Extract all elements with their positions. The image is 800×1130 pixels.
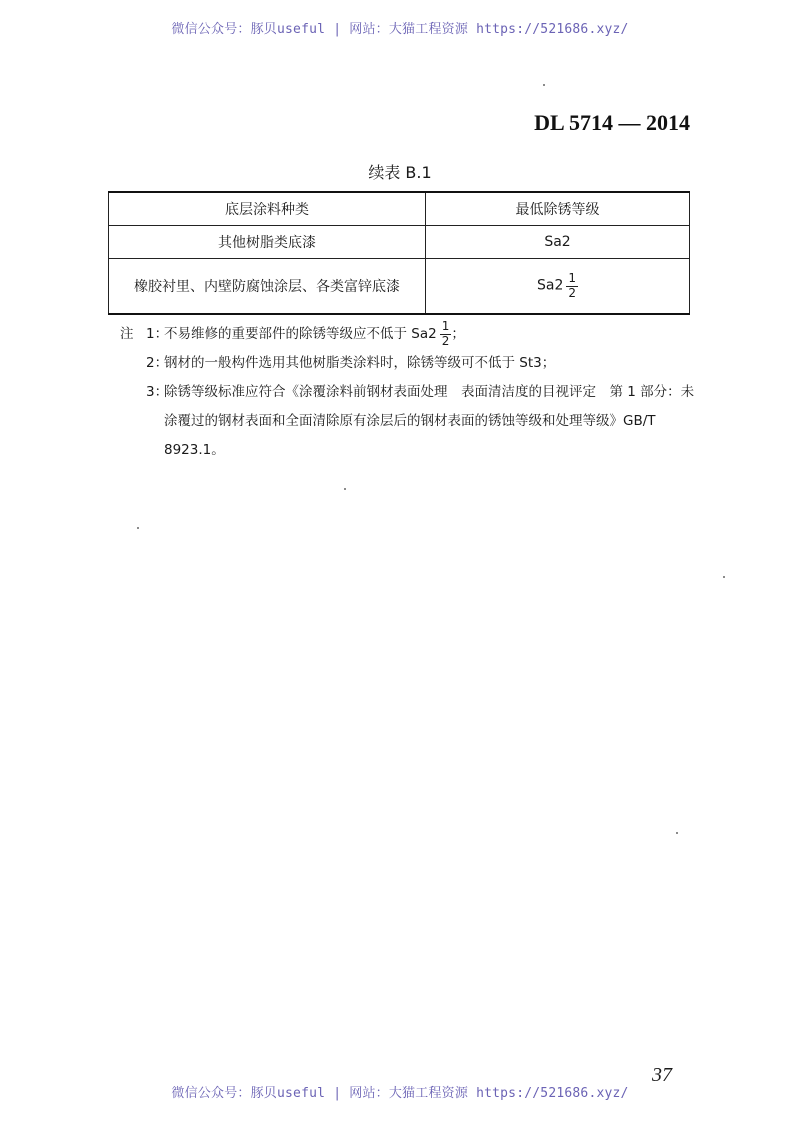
note-number: 1： — [146, 326, 169, 342]
watermark-top: 微信公众号：豚贝useful | 网站：大猫工程资源 https://521686.xyz/ — [171, 22, 629, 37]
fraction — [440, 320, 452, 347]
rust-removal-table — [108, 191, 690, 315]
cell-min-grade: Sa2 — [426, 226, 690, 259]
scan-speck — [344, 488, 346, 490]
note-item — [120, 378, 695, 465]
note-number: 2： — [146, 355, 169, 371]
cell-min-grade — [426, 259, 690, 315]
header-coating-type: 底层涂料种类 — [109, 192, 426, 226]
watermark-bottom: 微信公众号：豚贝useful | 网站：大猫工程资源 https://521686.xyz/ — [171, 1086, 629, 1101]
notes-prefix: 注 — [120, 326, 134, 342]
note-text: 不易维修的重要部件的除锈等级应不低于 Sa2 — [164, 326, 437, 342]
fraction-denominator: 2 — [568, 285, 576, 300]
note-text: 钢材的一般构件选用其他树脂类涂料时，除锈等级可不低于 St3； — [164, 355, 556, 371]
note-tail: ； — [451, 326, 465, 342]
table-title: 续表 B.1 — [368, 163, 432, 182]
fraction — [566, 272, 578, 299]
page-number: 37 — [652, 1064, 672, 1086]
note-text: 除锈等级标准应符合《涂覆涂料前钢材表面处理 表面清洁度的目视评定 第 1 部分：未涂覆过的钢材表面和全面清除原有涂层后的钢材表面的锈蚀等级和处理等级》GB/T 8923.1。 — [164, 384, 695, 458]
note-item — [120, 349, 695, 378]
table-header-row — [109, 192, 690, 226]
fraction-denominator: 2 — [441, 333, 450, 348]
table-row — [109, 259, 690, 315]
note-number: 3： — [146, 384, 169, 400]
header-min-grade: 最低除锈等级 — [426, 192, 690, 226]
cell-coating-type: 橡胶衬里、内壁防腐蚀涂层、各类富锌底漆 — [109, 259, 426, 315]
fraction-numerator: 1 — [568, 271, 576, 286]
scan-speck — [676, 832, 678, 834]
scan-speck — [137, 527, 139, 529]
cell-coating-type: 其他树脂类底漆 — [109, 226, 426, 259]
fraction-numerator: 1 — [441, 319, 450, 334]
note-item — [120, 320, 695, 349]
scan-speck — [543, 84, 545, 86]
notes-section — [120, 320, 695, 465]
document-code: DL 5714 — 2014 — [534, 110, 690, 135]
table-row — [109, 226, 690, 259]
scan-speck — [723, 576, 725, 578]
grade-text: Sa2 — [536, 278, 564, 294]
